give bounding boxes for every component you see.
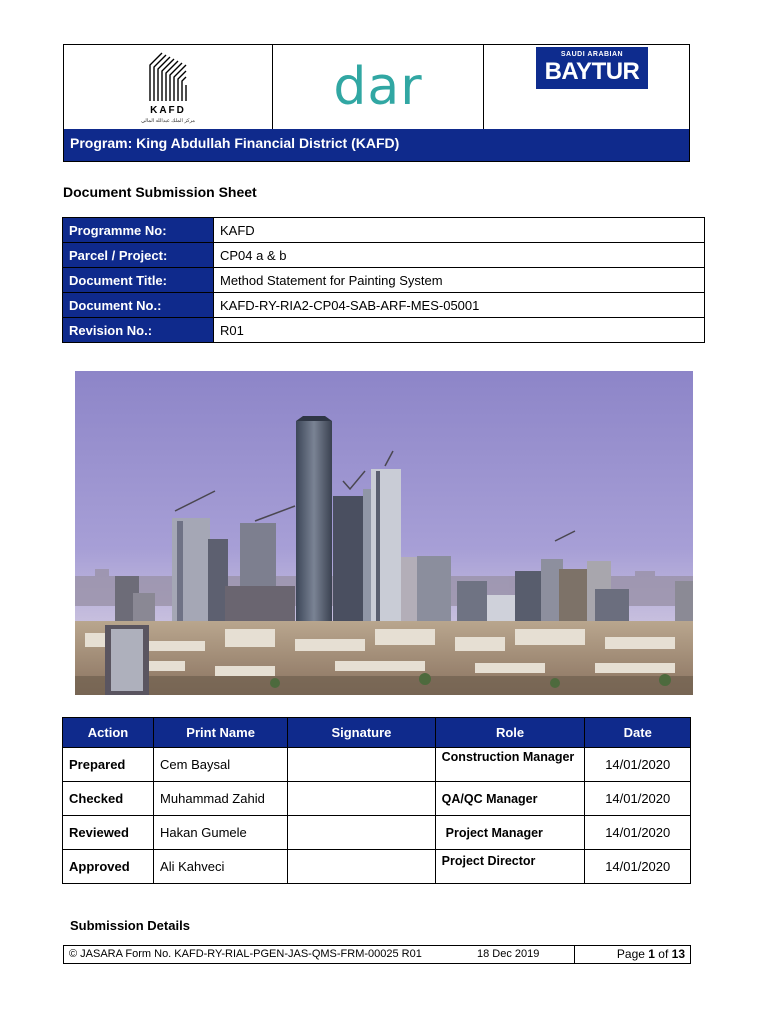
info-value: KAFD-RY-RIA2-CP04-SAB-ARF-MES-05001	[214, 293, 705, 318]
submission-details-heading: Submission Details	[70, 918, 190, 933]
role-cell: Project Manager	[435, 816, 585, 850]
approval-table	[62, 717, 691, 884]
baytur-logo-cell	[484, 45, 689, 129]
dar-logo-cell	[273, 45, 484, 129]
date-cell: 14/01/2020	[585, 782, 691, 816]
logo-header	[63, 44, 690, 162]
form-number: © JASARA Form No. KAFD-RY-RIAL-PGEN-JAS-QMS-FRM-00025 R01	[69, 948, 422, 960]
print-name-cell: Hakan Gumele	[154, 816, 288, 850]
print-name-cell: Ali Kahveci	[154, 850, 288, 884]
baytur-logo-main: BAYTUR	[544, 58, 640, 85]
page-current: 1	[648, 947, 655, 961]
table-row	[63, 782, 691, 816]
info-label: Document No.:	[63, 293, 214, 318]
baytur-logo	[536, 47, 648, 89]
kafd-logo-text: KAFD	[150, 105, 186, 116]
signature-cell	[288, 816, 435, 850]
info-label: Document Title:	[63, 268, 214, 293]
print-name-cell: Cem Baysal	[154, 748, 288, 782]
document-heading: Document Submission Sheet	[63, 184, 257, 200]
column-header-role: Role	[435, 718, 585, 748]
info-value: CP04 a & b	[214, 243, 705, 268]
page-prefix: Page	[616, 947, 649, 961]
role-cell: Project Director	[435, 850, 585, 884]
page-total: 13	[671, 947, 685, 961]
table-row	[63, 748, 691, 782]
action-cell: Checked	[63, 782, 154, 816]
info-row	[63, 243, 705, 268]
signature-cell	[288, 782, 435, 816]
date-cell: 14/01/2020	[585, 816, 691, 850]
kafd-skyline-photo	[75, 371, 693, 695]
document-info-table	[62, 217, 705, 343]
action-cell: Approved	[63, 850, 154, 884]
action-cell: Prepared	[63, 748, 154, 782]
kafd-logo-subtext: مركز الملك عبدالله المالي	[141, 118, 195, 124]
column-header-signature: Signature	[288, 718, 435, 748]
date-cell: 14/01/2020	[585, 748, 691, 782]
approval-header-row	[63, 718, 691, 748]
date-cell: 14/01/2020	[585, 850, 691, 884]
info-row	[63, 268, 705, 293]
signature-cell	[288, 850, 435, 884]
program-title: Program: King Abdullah Financial District (KAFD)	[64, 129, 689, 161]
print-name-cell: Muhammad Zahid	[154, 782, 288, 816]
info-row	[63, 293, 705, 318]
page-number	[574, 946, 691, 963]
form-date: 18 Dec 2019	[477, 948, 540, 960]
info-label: Parcel / Project:	[63, 243, 214, 268]
info-row	[63, 218, 705, 243]
baytur-logo-top: SAUDI ARABIAN	[560, 51, 624, 58]
page-of: of	[654, 947, 672, 961]
role-cell: QA/QC Manager	[435, 782, 585, 816]
column-header-action: Action	[63, 718, 154, 748]
table-row	[63, 850, 691, 884]
info-label: Revision No.:	[63, 318, 214, 343]
table-row	[63, 816, 691, 850]
info-label: Programme No:	[63, 218, 214, 243]
info-value: KAFD	[214, 218, 705, 243]
column-header-print-name: Print Name	[154, 718, 288, 748]
info-value: R01	[214, 318, 705, 343]
dar-logo-text: dar	[333, 57, 423, 117]
kafd-logo-icon	[148, 51, 188, 103]
signature-cell	[288, 748, 435, 782]
info-row	[63, 318, 705, 343]
role-cell: Construction Manager	[435, 748, 585, 782]
column-header-date: Date	[585, 718, 691, 748]
action-cell: Reviewed	[63, 816, 154, 850]
page-footer	[63, 945, 691, 964]
info-value: Method Statement for Painting System	[214, 268, 705, 293]
skyline-image	[75, 371, 693, 695]
kafd-logo-cell	[64, 45, 273, 129]
